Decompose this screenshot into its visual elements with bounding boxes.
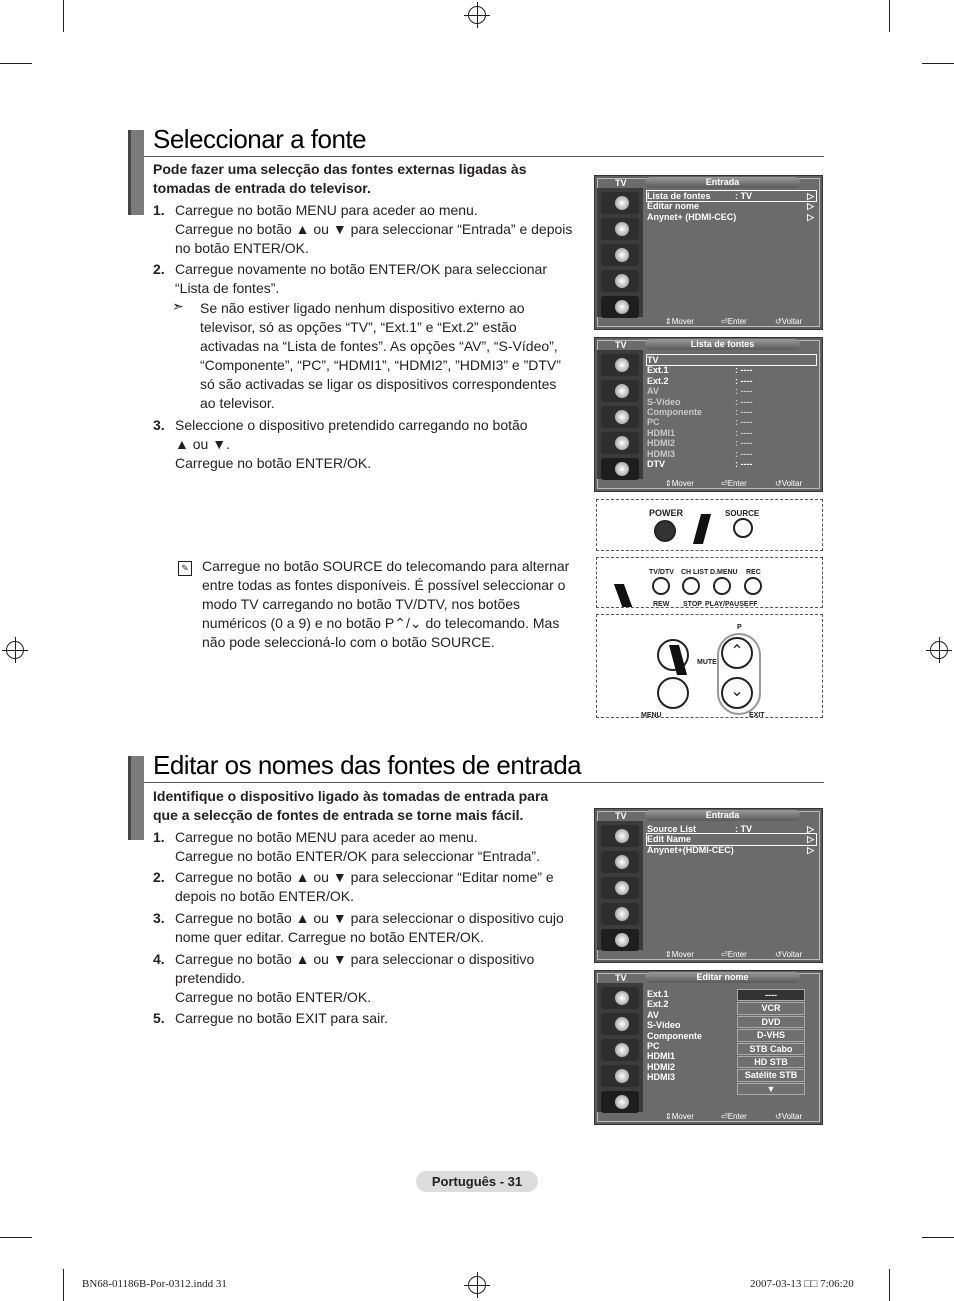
device-row[interactable]: S-Vídeo [647,1020,681,1031]
section-sidebar [128,130,144,215]
section2-intro: Identifique o dispositivo ligado às tomadas de entrada para que a selecção de fontes de entrada se torne mais fácil. [153,788,549,823]
osd-tv-label: TV [615,178,627,188]
row-label: HDMI1 [647,427,676,438]
registration-mark-icon [6,641,24,659]
osd-header: Editar nome [645,972,800,983]
back-hint: Voltar [781,1112,803,1121]
device-row[interactable]: HDMI3 [647,1072,676,1083]
osd-tv-label: TV [615,340,627,350]
note-memo-icon: ✎ [178,561,192,576]
name-option[interactable]: ---- [737,989,805,1001]
row-value: : ---- [735,386,753,397]
stop-label: STOP [683,601,702,608]
source-row [647,386,816,396]
osd-header: Entrada [645,177,800,188]
device-row[interactable]: PC [647,1040,660,1051]
page-number-badge: Português - 31 [416,1171,538,1192]
row-value: : TV [735,824,752,834]
registration-mark-icon [930,641,948,659]
osd-header: Entrada [645,810,800,821]
source-row [647,407,816,417]
channel-up-button[interactable]: ⌃ [721,637,753,669]
move-hint: Mover [671,1112,694,1121]
row-value: : ---- [735,438,753,449]
step-number: 3. [153,910,165,926]
source-row [647,428,816,438]
device-row[interactable]: Ext.2 [647,999,669,1010]
crop-mark [63,1269,64,1301]
date-slug: 2007-03-13 □□ 7:06:20 [750,1278,854,1290]
step-line: pretendido. [175,970,246,986]
power-button[interactable] [654,520,676,542]
source-row [647,449,816,459]
power-label: POWER [649,508,684,518]
sound-icon [601,851,639,873]
osd-screen-entrada [594,175,823,330]
note-line: entre todas as fontes disponíveis. É possível seleccionar o [202,577,566,593]
step-line: Carregue no botão ▲ ou ▼ para seleccionar o dispositivo [175,951,535,967]
note-line: Se não estiver ligado nenhum dispositivo externo ao [200,300,525,316]
input-icon [601,296,639,318]
step-line: depois no botão ENTER/OK. [175,888,354,904]
osd-icon-column [597,188,643,317]
osd-menu-list [647,191,816,222]
section1-step-1 [153,201,583,258]
row-label: Lista de fontes [647,191,711,201]
sound-icon [601,380,639,402]
crop-mark [922,63,954,64]
row-label: Ext.2 [647,375,669,386]
step-line: Carregue no botão MENU para aceder ao menu. [175,202,478,218]
row-value: : ---- [735,427,753,438]
channel-icon [601,1039,639,1061]
osd-screen-entrada-edit [594,808,823,963]
step-line: ▲ ou ▼. [175,436,230,452]
row-label: Anynet+(HDMI-CEC) [647,844,734,855]
step-line: Carregue no botão MENU para aceder ao menu. [175,829,478,845]
step-line: Carregue novamente no botão ENTER/OK para seleccionar [175,261,547,277]
sound-icon [601,1013,639,1035]
osd-header: Lista de fontes [645,339,800,350]
volume-down-button[interactable] [657,677,689,709]
note-line: não pode seleccioná-lo com o botão SOURCE. [202,634,495,650]
section2-step-3 [153,909,583,947]
rec-label: REC [746,569,761,576]
step-number: 5. [153,1010,165,1026]
note-line: televisor, só as opções “TV”, “Ext.1” e “Ext.2” estão [200,319,517,335]
step-line: Carregue no botão ENTER/OK. [175,455,372,471]
row-value: : ---- [735,458,753,469]
osd-source-list [647,355,816,469]
section2-step-2 [153,868,583,906]
osd-tv-label: TV [615,811,627,821]
osd-screen-lista-fontes [594,337,823,492]
enter-hint: Enter [727,479,747,488]
tvdtv-label: TV/DTV [649,569,674,576]
source-row[interactable] [647,355,816,365]
source-row[interactable] [647,365,816,375]
section1-intro: Pode fazer uma selecção das fontes externas ligadas às tomadas de entrada do televisor. [153,161,527,196]
input-icon [601,458,639,480]
device-row[interactable]: HDMI1 [647,1051,676,1062]
source-note [176,557,586,652]
submenu-arrow-icon: ▷ [807,824,814,834]
setup-icon [601,903,639,925]
row-label: AV [647,386,659,397]
osd-icon-column [597,350,643,479]
osd-tv-label: TV [615,973,627,983]
source-label: SOURCE [725,509,760,518]
section-sidebar [128,756,144,840]
menu-label: MENU [641,712,662,718]
step-number: 4. [153,951,165,967]
osd-screen-editar-nome [594,970,823,1125]
remote-panel-channel [596,614,823,718]
chlist-button[interactable] [682,577,700,595]
ff-label: FF [749,601,758,608]
name-option-dropdown [737,989,805,1096]
move-hint: Mover [671,479,694,488]
playpause-label: PLAY/PAUSE [705,601,749,608]
submenu-arrow-icon: ▷ [807,834,814,845]
channel-icon [601,244,639,266]
row-value: : TV [735,191,752,201]
crop-mark [889,0,890,32]
enter-hint: Enter [727,1112,747,1121]
osd-icon-column [597,983,643,1112]
step-line: Carregue no botão ▲ ou ▼ para seleccionar “Editar nome” e [175,869,554,885]
row-label: PC [647,417,660,428]
crop-mark [0,1237,32,1238]
section1-step-3 [153,416,583,473]
back-hint: Voltar [781,950,803,959]
submenu-arrow-icon: ▷ [807,191,814,201]
crop-mark [922,1237,954,1238]
note-line: Carregue no botão SOURCE do telecomando para alternar [202,558,570,574]
mute-label: MUTE [697,659,717,666]
channel-icon [601,877,639,899]
submenu-arrow-icon: ▷ [807,201,814,212]
registration-mark-icon [468,1276,486,1294]
row-label: HDMI2 [647,438,676,449]
device-row[interactable]: Ext.1 [647,989,669,999]
source-row [647,397,816,407]
step-line: Carregue no botão ▲ ou ▼ para seleccionar “Entrada” e depois [175,221,573,237]
osd-row[interactable] [647,845,816,855]
step-line: no botão ENTER/OK. [175,240,309,256]
osd-row[interactable] [647,201,816,211]
move-hint: Mover [671,317,694,326]
exit-label: EXIT [749,712,765,718]
osd-icon-column [597,821,643,950]
crop-mark [0,63,32,64]
p-label: P [737,624,742,631]
section2-step-4 [153,950,583,1007]
name-option[interactable]: HD STB [737,1056,805,1068]
row-value: : ---- [735,375,753,386]
sound-icon [601,218,639,240]
row-label: Editar nome [647,201,700,212]
step-number: 2. [153,869,165,885]
step-line: nome quer editar. Carregue no botão ENTER/OK. [175,929,484,945]
picture-icon [601,825,639,847]
row-value: : ---- [735,396,753,407]
row-value: : ---- [735,406,753,417]
name-option[interactable]: D-VHS [737,1029,805,1041]
move-hint: Mover [671,950,694,959]
name-option[interactable]: Satélite STB [737,1069,805,1081]
note-line: numéricos (0 a 9) e no botão P⌃/⌄ do telecomando. Mas [202,615,560,631]
row-label: Ext.1 [647,365,669,376]
section1-step-2 [153,260,583,298]
picture-icon [601,192,639,214]
press-arrow-icon [614,584,634,608]
source-row[interactable] [647,459,816,469]
note-line: ao televisor. [200,395,275,411]
row-label: TV [647,355,659,365]
picture-icon [601,354,639,376]
osd-footer: ⇕ Mover ⏎ Enter ↺ Voltar [665,479,803,488]
source-button[interactable] [733,518,753,538]
press-arrow-icon [693,514,711,544]
row-label: Componente [647,406,702,417]
chlist-label: CH LIST [681,569,709,576]
input-icon [601,929,639,951]
name-option[interactable]: VCR [737,1002,805,1014]
file-slug: BN68-01186B-Por-0312.indd 31 [82,1278,227,1290]
step-number: 3. [153,417,165,433]
rew-label: REW [653,601,670,608]
scroll-down-icon[interactable]: ▼ [737,1083,805,1095]
osd-row[interactable] [647,824,816,834]
enter-hint: Enter [727,950,747,959]
device-row[interactable]: AV [647,1009,659,1020]
rec-button[interactable] [744,577,762,595]
remote-panel-power-source [596,499,823,551]
tvdtv-button[interactable] [652,577,670,595]
crop-mark [63,0,64,32]
osd-footer: ⇕ Mover ⏎ Enter ↺ Voltar [665,1112,803,1121]
row-label: S-Vídeo [647,396,681,407]
arrow-note [172,299,582,413]
row-value: : ---- [735,417,753,428]
source-row [647,417,816,427]
enter-hint: Enter [727,317,747,326]
step-number: 1. [153,202,165,218]
row-label: Anynet+ (HDMI-CEC) [647,211,737,222]
row-label: HDMI3 [647,448,676,459]
section1-title: Seleccionar a fonte [153,124,367,154]
step-line: Carregue no botão EXIT para sair. [175,1010,388,1026]
section2-step-1 [153,828,583,866]
back-hint: Voltar [781,317,803,326]
input-icon [601,1091,639,1113]
picture-icon [601,987,639,1009]
step-line: Carregue no botão ENTER/OK para seleccionar “Entrada”. [175,848,540,864]
osd-menu-list [647,824,816,855]
device-row[interactable]: Componente [647,1030,702,1041]
osd-footer: ⇕ Mover ⏎ Enter ↺ Voltar [665,950,803,959]
channel-icon [601,406,639,428]
step-number: 2. [153,261,165,277]
title-rule [144,156,824,157]
note-line: “Componente”, “PC”, “HDMI1”, “HDMI2”, ”HDMI3” e ”DTV” [200,357,561,373]
section2-step-5 [153,1009,583,1028]
row-value: : ---- [735,448,753,459]
setup-icon [601,1065,639,1087]
osd-row[interactable] [647,212,816,222]
note-line: modo TV carregando no botão TV/DTV, nos botões [202,596,521,612]
name-option[interactable]: STB Cabo [737,1043,805,1055]
row-label: DTV [647,458,665,469]
row-label: Source List [647,824,697,834]
step-line: Carregue no botão ENTER/OK. [175,989,372,1005]
osd-row[interactable] [647,834,816,844]
remote-panel-tvdtv [596,557,823,608]
back-hint: Voltar [781,479,803,488]
title-rule [144,782,824,783]
name-option[interactable]: DVD [737,1016,805,1028]
note-line: só são activadas se ligar os dispositivos correspondentes [200,376,557,392]
step-line: “Lista de fontes”. [175,280,280,296]
dmenu-label: D.MENU [710,569,738,576]
registration-mark-icon [468,6,486,24]
row-value: : ---- [735,365,753,376]
crop-mark [889,1269,890,1301]
dmenu-button[interactable] [713,577,731,595]
source-row[interactable] [647,376,816,386]
section2-title: Editar os nomes das fontes de entrada [153,750,582,780]
osd-footer: ⇕ Mover ⏎ Enter ↺ Voltar [665,317,803,326]
setup-icon [601,432,639,454]
row-label: Edit Name [647,834,692,845]
submenu-arrow-icon: ▷ [807,844,814,855]
step-line: Carregue no botão ▲ ou ▼ para seleccionar o dispositivo cujo [175,910,564,926]
channel-down-button[interactable]: ⌄ [721,677,753,709]
note-line: activadas na “Lista de fontes”. As opções “AV”, “S-Vídeo”, [200,338,558,354]
step-number: 1. [153,829,165,845]
step-line: Seleccione o dispositivo pretendido carregando no botão [175,417,528,433]
device-row[interactable]: HDMI2 [647,1061,676,1072]
submenu-arrow-icon: ▷ [807,211,814,222]
setup-icon [601,270,639,292]
source-row [647,438,816,448]
osd-row[interactable] [647,191,816,201]
note-arrow-icon: ➣ [172,298,184,314]
